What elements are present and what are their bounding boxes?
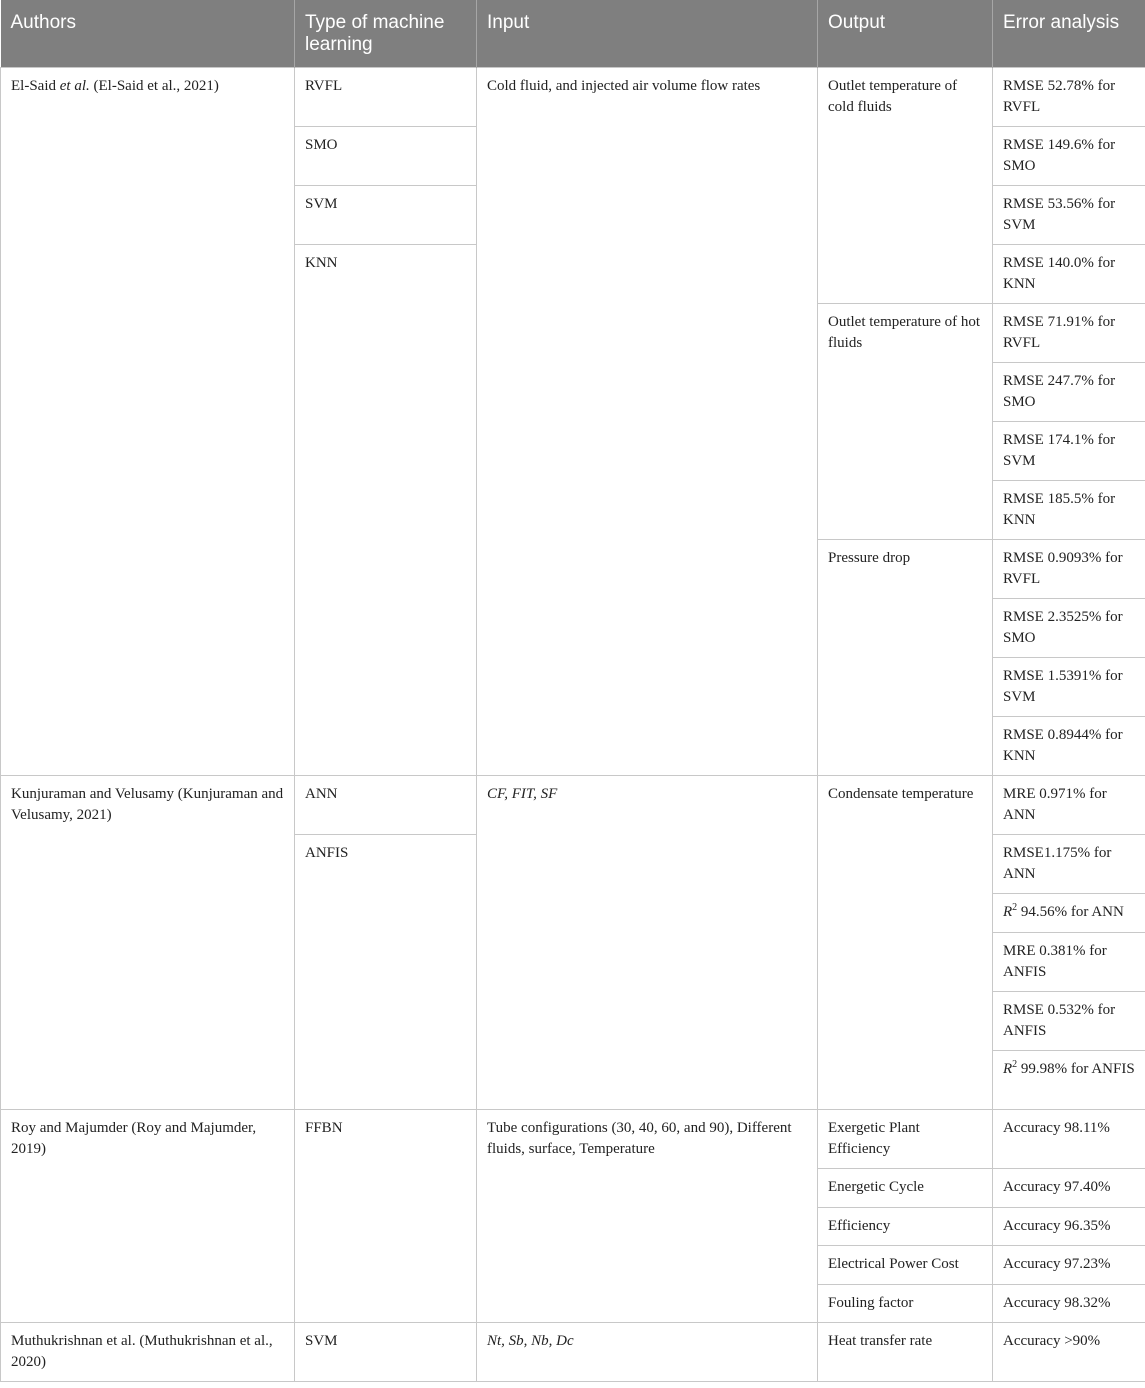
method-cell: ANN [295, 776, 477, 835]
output-cell: Fouling factor [818, 1285, 993, 1323]
method-cell: SMO [295, 127, 477, 186]
error-cell: $R^2$ 99.98% for ANFIS [993, 1051, 1145, 1110]
output-cell: Electrical Power Cost [818, 1246, 993, 1285]
author-cell: Muthukrishnan et al. (Muthukrishnan et al., 2020) [1, 1323, 295, 1382]
error-cell: RMSE 1.5391% for SVM [993, 658, 1145, 717]
header-authors: Authors [1, 0, 295, 68]
method-cell: FFBN [295, 1110, 477, 1323]
error-cell: MRE 0.381% for ANFIS [993, 933, 1145, 992]
method-cell: RVFL [295, 68, 477, 127]
error-cell: RMSE 0.532% for ANFIS [993, 992, 1145, 1051]
error-cell: Accuracy 97.40% [993, 1169, 1145, 1208]
input-cell: Nt, Sb, Nb, Dc [477, 1323, 818, 1382]
error-cell: RMSE 140.0% for KNN [993, 245, 1145, 304]
author-cell: Kunjuraman and Velusamy (Kunjuraman and Velusamy, 2021) [1, 776, 295, 1110]
input-cell: Tube configurations (30, 40, 60, and 90), Different fluids, surface, Temperature [477, 1110, 818, 1323]
author-cell: Roy and Majumder (Roy and Majumder, 2019) [1, 1110, 295, 1323]
error-cell: RMSE1.175% for ANN [993, 835, 1145, 894]
method-cell: ANFIS [295, 835, 477, 1110]
header-output: Output [818, 0, 993, 68]
output-cell: Efficiency [818, 1208, 993, 1246]
error-cell: RMSE 185.5% for KNN [993, 481, 1145, 540]
table-row [1, 1110, 1145, 1169]
output-cell: Condensate temperature [818, 776, 993, 1110]
table-row [1, 776, 1145, 835]
input-cell: CF, FIT, SF [477, 776, 818, 1110]
error-cell: RMSE 174.1% for SVM [993, 422, 1145, 481]
output-cell: Outlet temperature of hot fluids [818, 304, 993, 540]
error-cell: $R^2$ 94.56% for ANN [993, 894, 1145, 933]
input-cell: Cold fluid, and injected air volume flow rates [477, 68, 818, 776]
method-cell: SVM [295, 186, 477, 245]
error-cell: Accuracy 98.32% [993, 1285, 1145, 1323]
table-row [1, 1323, 1145, 1382]
output-cell: Pressure drop [818, 540, 993, 776]
header-input: Input [477, 0, 818, 68]
error-cell: RMSE 53.56% for SVM [993, 186, 1145, 245]
method-cell: SVM [295, 1323, 477, 1382]
output-cell: Exergetic Plant Efficiency [818, 1110, 993, 1169]
output-cell: Energetic Cycle [818, 1169, 993, 1208]
error-cell: Accuracy 97.23% [993, 1246, 1145, 1285]
error-cell: RMSE 2.3525% for SMO [993, 599, 1145, 658]
author-cell: El-Said et al. (El-Said et al., 2021) [1, 68, 295, 776]
error-cell: RMSE 71.91% for RVFL [993, 304, 1145, 363]
error-cell: RMSE 149.6% for SMO [993, 127, 1145, 186]
header-error: Error analysis [993, 0, 1145, 68]
error-cell: MRE 0.971% for ANN [993, 776, 1145, 835]
error-cell: RMSE 52.78% for RVFL [993, 68, 1145, 127]
table-row [1, 68, 1145, 127]
output-cell: Heat transfer rate [818, 1323, 993, 1382]
error-cell: RMSE 247.7% for SMO [993, 363, 1145, 422]
header-type: Type of machine learning [295, 0, 477, 68]
output-cell: Outlet temperature of cold fluids [818, 68, 993, 304]
method-cell: KNN [295, 245, 477, 776]
error-cell: Accuracy 98.11% [993, 1110, 1145, 1169]
error-cell: Accuracy 96.35% [993, 1208, 1145, 1246]
error-cell: RMSE 0.8944% for KNN [993, 717, 1145, 776]
header-row [1, 0, 1145, 68]
error-cell: Accuracy >90% [993, 1323, 1145, 1382]
error-cell: RMSE 0.9093% for RVFL [993, 540, 1145, 599]
